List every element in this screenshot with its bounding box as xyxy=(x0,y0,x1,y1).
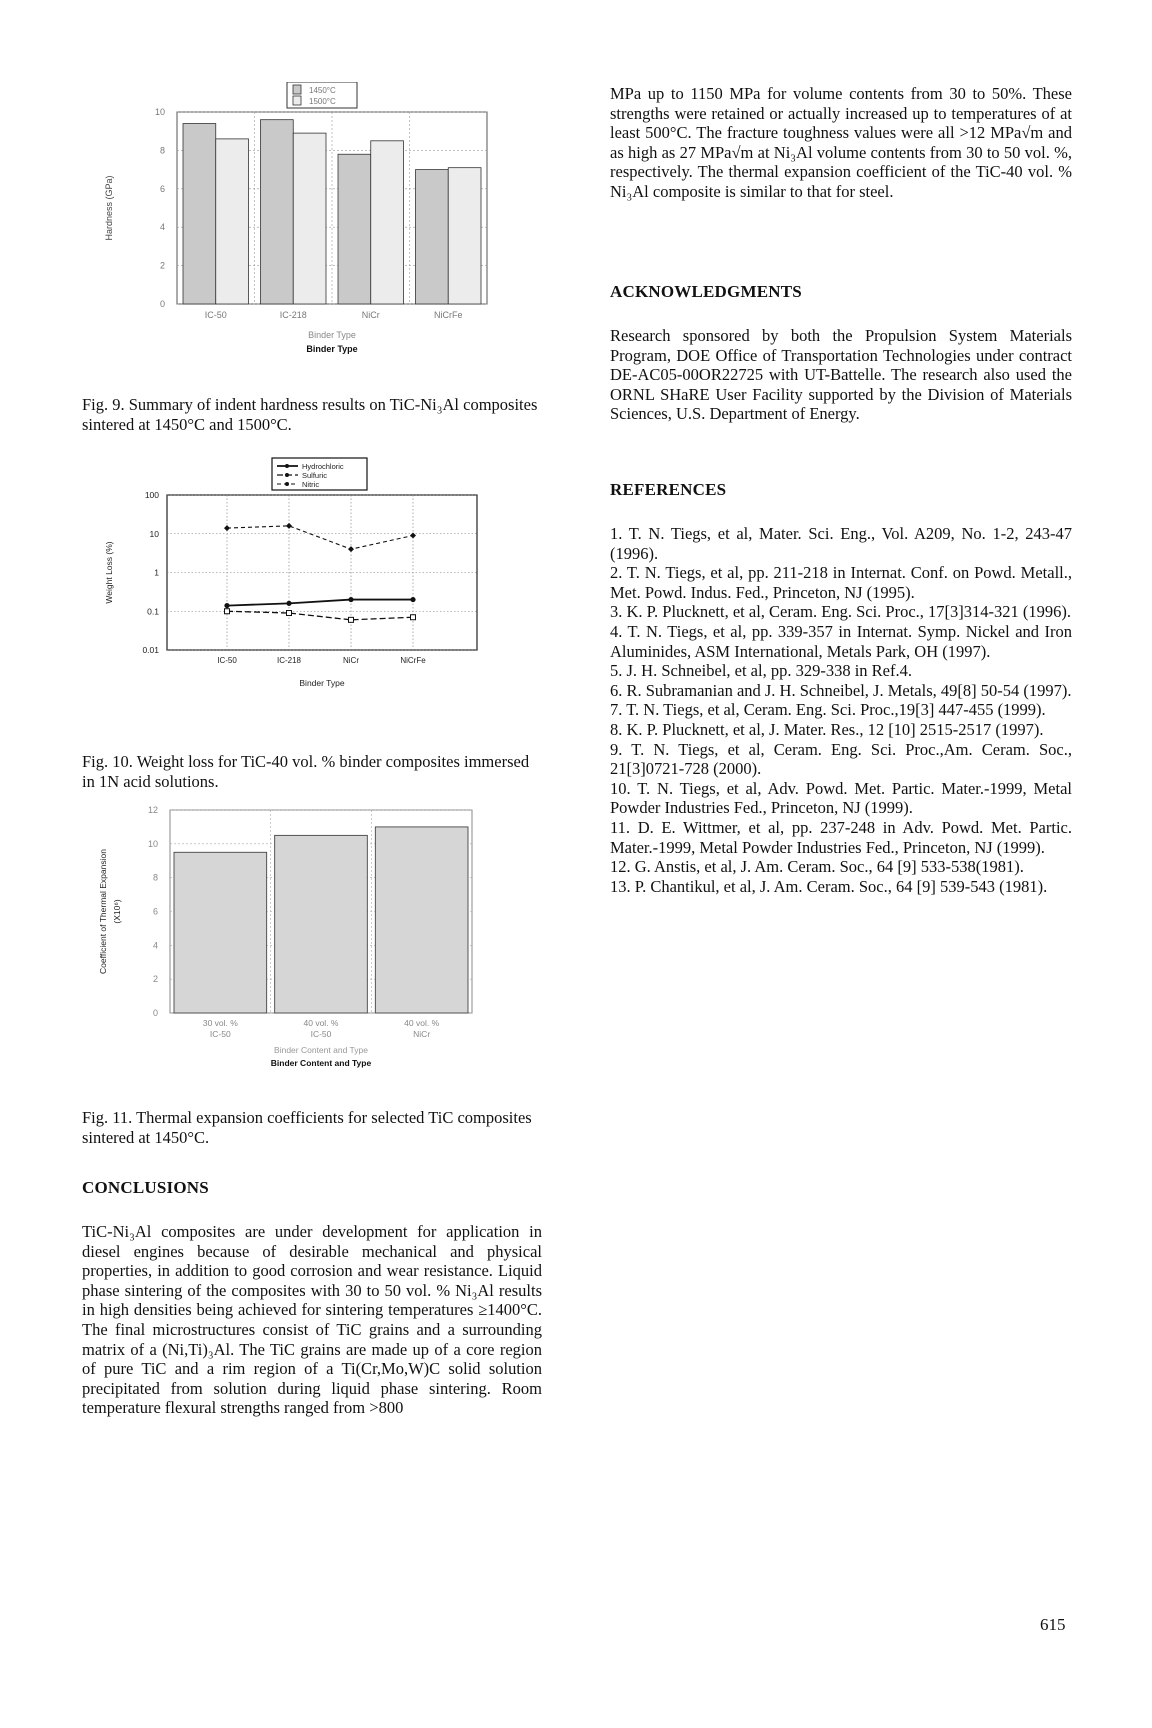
legend-label: 1450°C xyxy=(309,86,336,95)
y-tick-label: 100 xyxy=(144,490,159,500)
x-tick-label: 40 vol. % xyxy=(404,1018,440,1028)
fig9-chart xyxy=(82,82,542,382)
y-tick-label: 1 xyxy=(154,567,159,578)
y-tick-label: 2 xyxy=(152,974,158,985)
figure-11 xyxy=(82,805,542,1105)
data-point xyxy=(411,615,416,620)
y-tick-label: 0 xyxy=(152,1008,158,1018)
y-tick-label: 10 xyxy=(149,528,159,539)
x-axis-label-bold: Binder Content and Type xyxy=(270,1058,372,1068)
x-tick-label: IC-50 xyxy=(204,310,227,320)
figure-10 xyxy=(82,455,542,750)
y-tick-label: 10 xyxy=(154,107,165,117)
legend-label: Sulfuric xyxy=(302,471,328,480)
reference-item: 13. P. Chantikul, et al, J. Am. Ceram. Soc., 64 [9] 539-543 (1981). xyxy=(610,876,1048,896)
y-axis-label: Coefficient of Thermal Expansion xyxy=(98,849,108,974)
reference-item: 12. G. Anstis, et al, J. Am. Ceram. Soc., 64 [9] 533-538(1981). xyxy=(610,857,1024,877)
y-axis-label-units: (X10⁶) xyxy=(112,899,122,924)
bar xyxy=(371,141,404,304)
data-point xyxy=(348,597,353,602)
y-tick-label: 0 xyxy=(159,299,165,309)
y-tick-label: 8 xyxy=(159,145,165,156)
bar xyxy=(416,170,449,304)
y-tick-label: 2 xyxy=(159,260,165,271)
y-tick-label: 0.1 xyxy=(147,606,159,617)
bar xyxy=(216,139,249,304)
reference-item: 1. T. N. Tiegs, et al, Mater. Sci. Eng., Vol. A209, No. 1-2, 243-47 (1996). xyxy=(610,524,1072,563)
bar xyxy=(338,154,371,304)
legend-label: Nitric xyxy=(302,480,320,489)
x-tick-label: NiCr xyxy=(413,1029,431,1039)
data-point xyxy=(349,617,354,622)
references-list xyxy=(610,524,1072,896)
bar xyxy=(375,827,468,1013)
conclusions-text: TiC-Ni₃Al composites are under development for application in diesel engines because of desirable mechanical and physical properties, in addition to good corrosion and wear resistance. Liquid phase sintering of the composites with 30 to 50 vol. % Ni₃Al results in high densities being achieved for sintering temperatures ≥1400°C. The final microstructures consist of TiC grains and a surrounding matrix of a (Ni,Ti)₃Al. The TiC grains are made up of a core region of pure TiC and a rim region of a Ti(Cr,Mo,W)C solid solution precipitated from solution during liquid phase sintering. Room temperature flexural strengths ranged from >800 xyxy=(82,1222,542,1418)
x-tick-label: 30 vol. % xyxy=(202,1018,238,1028)
x-axis-label: Binder Content and Type xyxy=(274,1045,368,1055)
bar xyxy=(183,124,216,304)
data-point xyxy=(286,601,291,606)
reference-item: 9. T. N. Tiegs, et al, Ceram. Eng. Sci. Proc.,Am. Ceram. Soc., 21[3]0721-728 (2000). xyxy=(610,739,1072,779)
conclusions-heading: CONCLUSIONS xyxy=(82,1178,209,1197)
bar xyxy=(293,133,326,304)
x-tick-label: NiCrFe xyxy=(400,656,426,665)
y-tick-label: 10 xyxy=(147,838,158,849)
x-tick-label: IC-50 xyxy=(209,1029,231,1039)
legend-label: 1500°C xyxy=(309,97,336,106)
fig10-caption: Fig. 10. Weight loss for TiC-40 vol. % binder composites immersed in 1N acid solutions. xyxy=(82,752,530,791)
y-tick-label: 8 xyxy=(152,872,158,883)
data-point xyxy=(287,611,292,616)
fig11-caption: Fig. 11. Thermal expansion coefficients for selected TiC composites sintered at 1450°C. xyxy=(82,1108,532,1147)
reference-item: 3. K. P. Plucknett, et al, Ceram. Eng. Sci. Proc., 17[3]314-321 (1996). xyxy=(610,602,1072,622)
reference-item: 11. D. E. Wittmer, et al, pp. 237-248 in Adv. Powd. Met. Partic. Mater.-1999, Metal Powder Industries Fed., Princeton, NJ (1999). xyxy=(610,817,1072,857)
y-tick-label: 6 xyxy=(159,183,165,194)
x-tick-label: IC-218 xyxy=(279,310,307,320)
bar xyxy=(174,852,267,1013)
data-point xyxy=(225,609,230,614)
reference-item: 2. T. N. Tiegs, et al, pp. 211-218 in Internat. Conf. on Powd. Metall., Met. Powd. Indus. Fed., Princeton, NJ (1995). xyxy=(610,563,1072,602)
y-axis-label: Weight Loss (%) xyxy=(104,541,114,604)
data-point xyxy=(410,597,415,602)
reference-item: 10. T. N. Tiegs, et al, Adv. Powd. Met. Partic. Mater.-1999, Metal Powder Industries Fed., Princeton, NJ (1999). xyxy=(610,778,1072,818)
legend-label: Hydrochloric xyxy=(302,462,344,471)
reference-item: 4. T. N. Tiegs, et al, pp. 339-357 in Internat. Symp. Nickel and Iron Aluminides, ASM International, Metals Park, OH (1997). xyxy=(610,621,1072,661)
data-point xyxy=(224,603,229,608)
x-axis-label: Binder Type xyxy=(308,330,356,340)
x-tick-label: IC-50 xyxy=(310,1029,332,1039)
legend-marker xyxy=(285,482,289,486)
reference-item: 5. J. H. Schneibel, et al, pp. 329-338 in Ref.4. xyxy=(610,661,912,681)
y-axis-label: Hardness (GPa) xyxy=(104,175,114,241)
bar xyxy=(261,120,294,304)
x-tick-label: NiCr xyxy=(343,656,359,665)
legend-swatch xyxy=(293,85,301,94)
legend-swatch xyxy=(293,96,301,105)
conclusions-continued: MPa up to 1150 MPa for volume contents from 30 to 50%. These strengths were retained or actually increased up to temperatures of at least 500°C. The fracture toughness values were all >12 MPa√m and as high as 27 MPa√m at Ni₃Al volume contents from 30 to 50 vol. %, respectively. The thermal expansion coefficient of the TiC-40 vol. % Ni₃Al composite is similar to that for steel. xyxy=(610,84,1072,201)
x-tick-label: IC-50 xyxy=(217,656,237,665)
x-tick-label: NiCr xyxy=(361,310,380,320)
references-heading: REFERENCES xyxy=(610,480,727,499)
x-axis-label-bold: Binder Type xyxy=(306,344,358,354)
x-tick-label: 40 vol. % xyxy=(303,1018,339,1028)
x-tick-label: IC-218 xyxy=(276,656,302,665)
y-tick-label: 6 xyxy=(152,906,158,917)
x-tick-label: NiCrFe xyxy=(434,310,463,320)
y-tick-label: 4 xyxy=(152,940,158,951)
figure-9 xyxy=(82,82,542,387)
page-number: 615 xyxy=(1040,1615,1066,1634)
y-tick-label: 0.01 xyxy=(142,645,159,655)
y-tick-label: 12 xyxy=(147,805,158,815)
fig10-chart xyxy=(82,455,542,745)
reference-item: 6. R. Subramanian and J. H. Schneibel, J. Metals, 49[8] 50-54 (1997). xyxy=(610,680,1072,700)
acknowledgments-heading: ACKNOWLEDGMENTS xyxy=(610,282,802,301)
x-axis-label: Binder Type xyxy=(299,678,345,688)
reference-item: 7. T. N. Tiegs, et al, Ceram. Eng. Sci. Proc.,19[3] 447-455 (1999). xyxy=(610,700,1046,720)
fig11-chart xyxy=(82,805,542,1100)
fig9-caption: Fig. 9. Summary of indent hardness results on TiC-Ni₃Al composites sintered at 1450°C and 1500°C. xyxy=(82,395,538,434)
legend-marker xyxy=(285,473,289,477)
y-tick-label: 4 xyxy=(159,222,165,233)
bar xyxy=(275,835,368,1013)
bar xyxy=(448,168,481,304)
legend-marker xyxy=(285,464,289,468)
acknowledgments-text: Research sponsored by both the Propulsion System Materials Program, DOE Office of Transportation Technologies under contract DE-AC05-00OR22725 with UT-Battelle. The research also used the ORNL SHaRE User Facility supported by the Division of Materials Sciences, U.S. Department of Energy. xyxy=(610,326,1072,424)
reference-item: 8. K. P. Plucknett, et al, J. Mater. Res., 12 [10] 2515-2517 (1997). xyxy=(610,719,1044,739)
